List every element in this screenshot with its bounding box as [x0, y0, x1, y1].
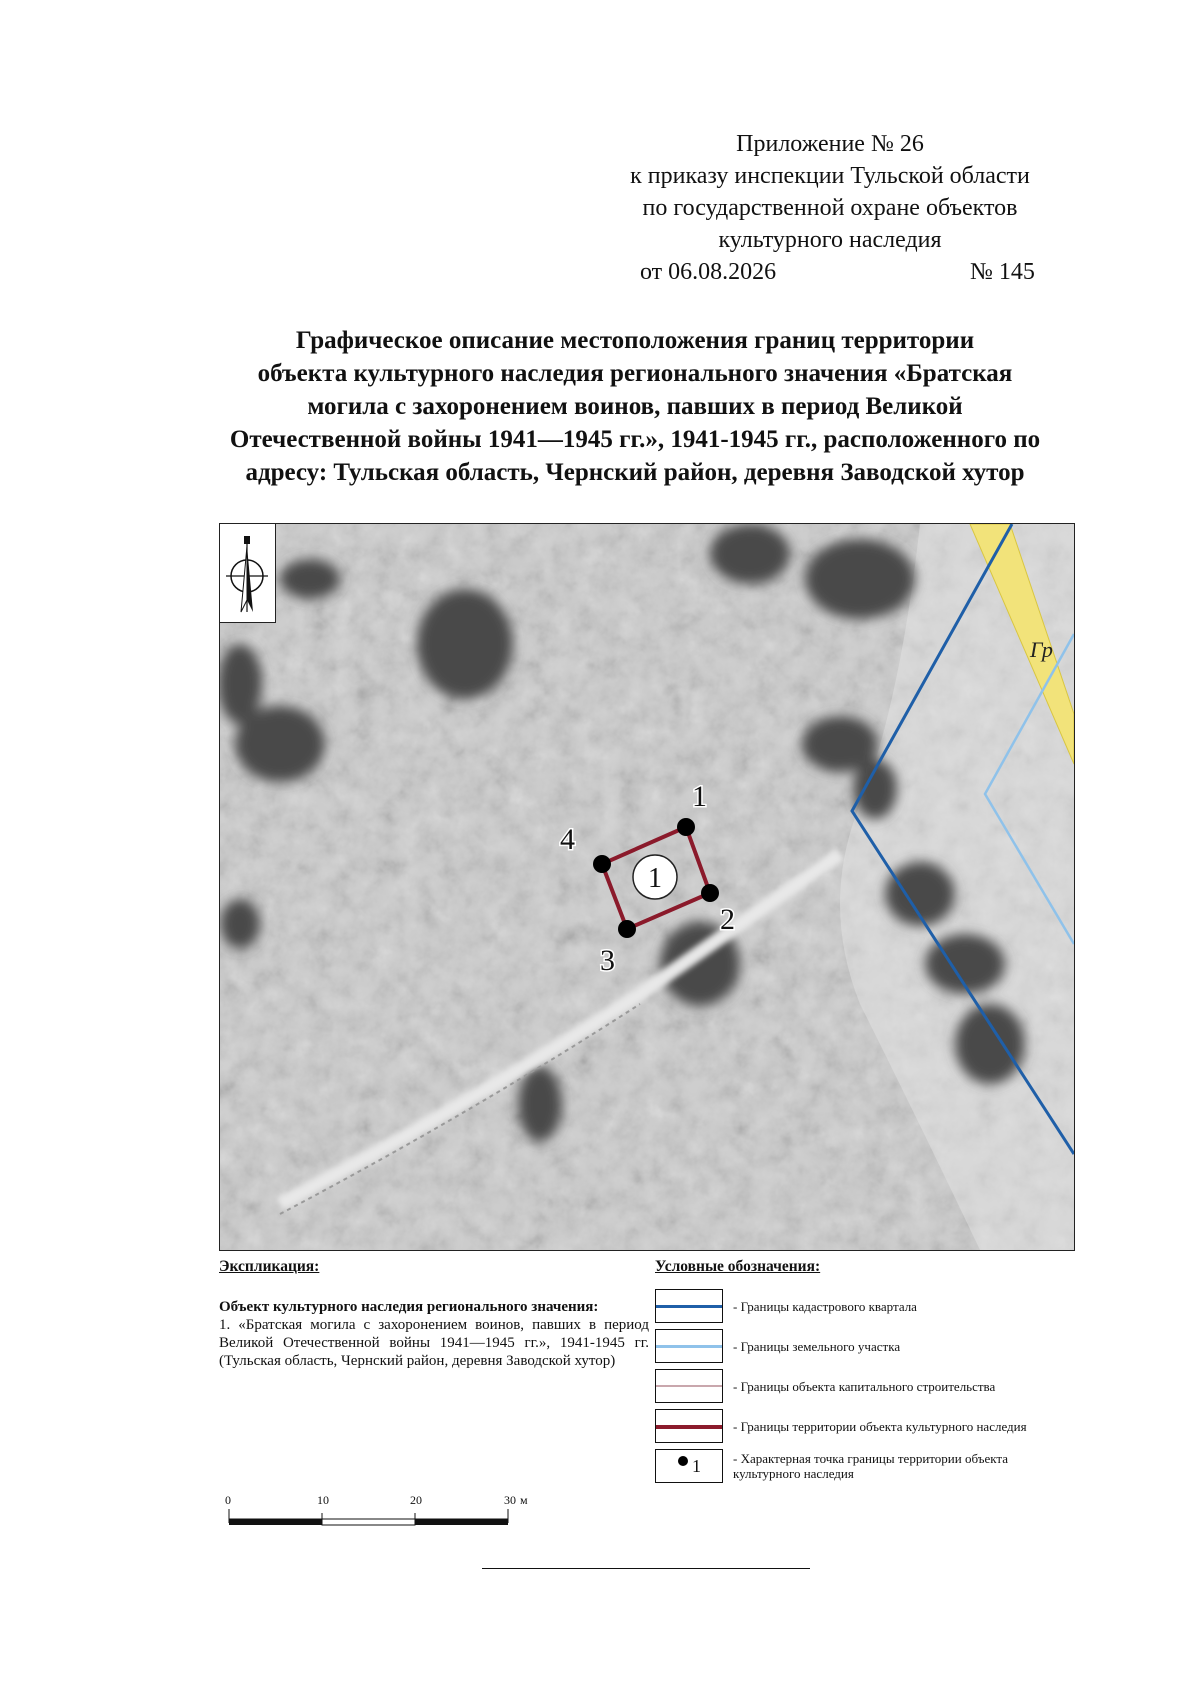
legend-item-capital-construction — [655, 1366, 1075, 1406]
object-number: 1 — [648, 863, 662, 894]
document-title — [150, 324, 1120, 489]
point-label-3: 3 — [600, 944, 615, 977]
explication — [219, 1258, 649, 1370]
road-label: Гр — [1030, 637, 1053, 662]
legend-item-cadastral — [655, 1286, 1075, 1326]
legend-swatch-heritage — [655, 1409, 723, 1443]
explication-object-heading: Объект культурного наследия регионального значения: — [219, 1299, 599, 1315]
map-frame — [219, 523, 1075, 1251]
title-line-3: могила с захоронением воинов, павших в период Великой — [307, 393, 963, 420]
boundary-point-3 — [618, 920, 636, 938]
aerial-map — [220, 524, 1074, 1250]
order-reference-3: культурного наследия — [718, 227, 942, 253]
explication-item: 1. «Братская могила с захоронением воинов, павших в период Великой Отечественной войны 1941—1945 гг.», 1941-1945 гг. (Тульская область, Чернский район, деревня Заводской хутор) — [219, 1317, 649, 1369]
title-line-2: объекта культурного наследия регионального значения «Братская — [257, 360, 1013, 387]
order-number: № 145 — [970, 259, 1035, 285]
title-line-5: адресу: Тульская область, Чернский район, деревня Заводской хутор — [245, 459, 1025, 486]
legend — [655, 1258, 1075, 1486]
boundary-point-1 — [677, 818, 695, 836]
north-arrow — [220, 524, 276, 623]
scale-unit: м — [520, 1493, 528, 1507]
legend-label: - Границы кадастрового квартала — [733, 1298, 917, 1314]
legend-label: - Границы территории объекта культурного наследия — [733, 1418, 1027, 1434]
legend-label: - Границы объекта капитального строительства — [733, 1378, 996, 1394]
order-reference-2: по государственной охране объектов — [642, 195, 1018, 221]
order-date: от 06.08.2026 — [640, 259, 777, 285]
order-dateline — [540, 256, 1120, 288]
boundary-point-2 — [701, 884, 719, 902]
compass-icon — [220, 524, 275, 622]
legend-item-boundary-point — [655, 1446, 1075, 1486]
scale-tick-20: 20 — [410, 1493, 422, 1507]
appendix-number: Приложение № 26 — [736, 131, 924, 157]
legend-swatch-cadastral — [655, 1289, 723, 1323]
legend-swatch-capital-construction — [655, 1369, 723, 1403]
point-label-2: 2 — [720, 903, 735, 936]
point-label-4: 4 — [560, 823, 575, 856]
legend-item-heritage — [655, 1406, 1075, 1446]
point-symbol-label: 1 — [692, 1456, 701, 1476]
footer-divider — [482, 1568, 810, 1569]
scale-bar — [225, 1493, 528, 1533]
scale-graphic — [228, 1509, 528, 1531]
title-line-1: Графическое описание местоположения границ территории — [295, 327, 975, 354]
scale-tick-30: 30 — [504, 1493, 516, 1507]
legend-swatch-boundary-point — [655, 1449, 723, 1483]
point-symbol-icon — [678, 1456, 688, 1466]
scale-tick-10: 10 — [317, 1493, 329, 1507]
boundary-point-4 — [593, 855, 611, 873]
explication-heading: Экспликация: — [219, 1258, 320, 1275]
title-line-4: Отечественной войны 1941—1945 гг.», 1941-1945 гг., расположенного по — [229, 426, 1041, 453]
appendix-header — [540, 128, 1120, 288]
scale-tick-0: 0 — [225, 1493, 231, 1507]
legend-label: - Характерная точка границы территории объекта культурного наследия — [733, 1451, 1008, 1481]
legend-swatch-land-plot — [655, 1329, 723, 1363]
order-reference: к приказу инспекции Тульской области — [630, 163, 1030, 189]
point-label-1: 1 — [692, 780, 707, 813]
legend-label: - Границы земельного участка — [733, 1338, 901, 1354]
legend-item-land-plot — [655, 1326, 1075, 1366]
legend-heading: Условные обозначения: — [655, 1258, 821, 1275]
